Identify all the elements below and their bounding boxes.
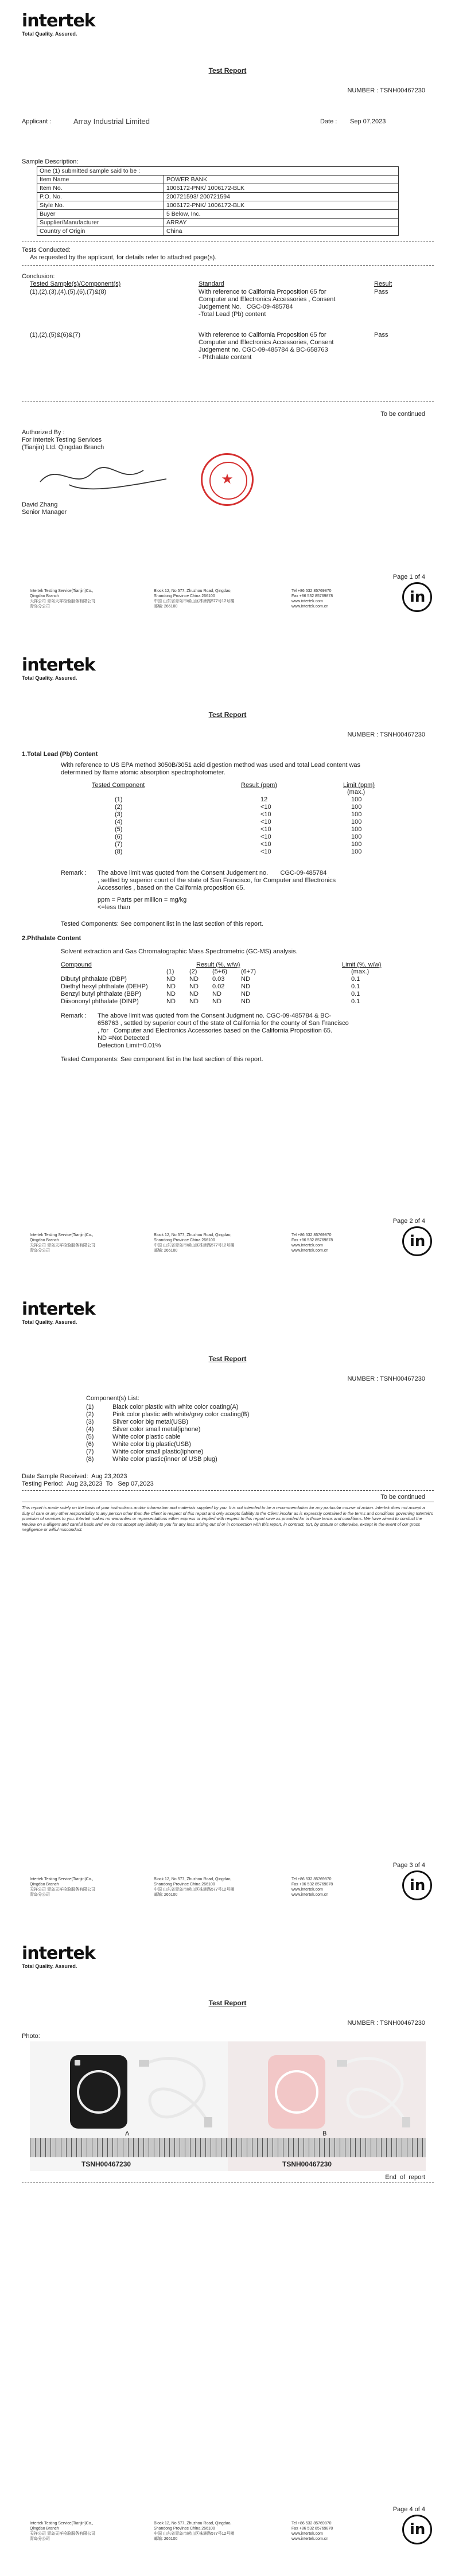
conclusion-label: Conclusion: [22,273,55,280]
white-cable [133,2047,219,2133]
conclusion-col-tested: Tested Sample(s)/Component(s) [30,280,121,287]
footer-company: Intertek Testing Service(Tianjin)Co., Qingdao Branch 天祥公司 青岛天祥检验服务有限公司 青岛分公司 [30,589,95,609]
list-item: White color plastic(inner of USB plug) [112,1456,217,1463]
table-cell: ND [166,991,176,997]
conclusion-col-result: Result [374,280,392,287]
table-cell: <10 [260,848,271,855]
lead-component-column [115,796,122,856]
table-row [37,184,399,193]
page-number: Page 2 of 4 [392,1218,425,1225]
table-cell: POWER BANK [164,176,399,184]
lead-intro: With reference to US EPA method 3050B/3051 acid digestion method was used and total Lead content was determined by flame atomic absorption spectrophotometer. [61,762,361,776]
sample-info-table [37,166,399,236]
list-item: (1) [86,1404,94,1410]
authorized-by: Authorized By : For Intertek Testing Services (Tianjin) Ltd. Qingdao Branch [22,429,104,451]
report-number: NUMBER : TSNH00467230 [347,731,425,738]
table-cell: 200721593/ 200721594 [164,193,399,201]
table-cell: Style No. [37,201,164,210]
table-cell: (1) [115,796,123,803]
table-cell: ND [166,976,176,983]
tests-conducted-note: As requested by the applicant, for details refer to attached page(s). [30,254,217,261]
report-number: NUMBER : TSNH00467230 [347,1375,425,1382]
table-cell: ND [189,998,199,1005]
intertek-in-icon: in [402,1226,432,1256]
compound-name: Diisononyl phthalate (DINP) [61,998,139,1005]
table-cell: P.O. No. [37,193,164,201]
list-item: (3) [86,1418,94,1425]
table-cell: 0.03 [212,976,225,983]
black-power-bank [70,2055,127,2129]
table-cell: (7) [115,841,123,848]
signature [34,456,172,496]
table-cell: ND [241,998,250,1005]
continued-note: To be continued [380,411,425,418]
intertek-logo [22,1945,95,1969]
table-cell: China [164,227,399,236]
phthalate-col-limit: Limit (%, w/w) [342,961,382,968]
table-cell: (2) [115,804,123,810]
table-cell: 0.1 [351,998,360,1005]
table-cell: (3) [115,811,123,818]
table-cell: (max.) [351,968,370,975]
footer-contact: Tel +86 532 85769870 Fax +86 532 85769878 www.intertek.com www.intertek.com.cn [291,589,333,609]
table-cell: (2) [189,968,197,975]
intertek-logo [22,657,95,681]
divider [22,1490,434,1491]
intertek-in-icon: in [402,1870,432,1900]
applicant-label: Applicant : [22,118,52,125]
table-cell: 100 [351,811,362,818]
table-cell: One (1) submitted sample said to be : [37,167,399,176]
logo-wordmark: intertek [22,11,95,31]
lead-col-component: Tested Component [92,782,145,789]
date-label: Date : [320,118,337,125]
remark-label: Remark : [61,1012,87,1019]
table-cell: <10 [260,841,271,848]
logo-tagline: Total Quality. Assured. [22,1963,77,1969]
table-cell: ND [212,991,221,997]
page-footer [22,1225,434,1259]
list-item: (5) [86,1433,94,1440]
table-cell: (5+6) [212,968,227,975]
table-cell: 0.1 [351,983,360,990]
pink-power-bank [268,2055,325,2129]
table-cell: (4) [115,819,123,825]
table-cell: 1006172-PNK/ 1006172-BLK [164,201,399,210]
section-title-phthalate: 2.Phthalate Content [22,935,81,942]
report-title: Test Report [208,67,247,75]
table-cell: ND [166,998,176,1005]
list-item: White color big plastic(USB) [112,1441,191,1448]
list-item: Silver color small metal(iphone) [112,1426,201,1433]
report-number: NUMBER : TSNH00467230 [347,2020,425,2026]
sample-code-b: TSNH00467230 [282,2160,332,2168]
list-item: (6) [86,1441,94,1448]
continued-note: To be continued [380,1494,425,1501]
table-row [37,201,399,210]
phthalate-remark: The above limit was quoted from the Consent Judgment no. CGC-09-485784 & BC- 658763 , settled by superior court of the state of California for the county of San Francisco , for Computer and Electronics Accessories based on the California Proposition 65. ND =Not Detected Detection Limit=0.01% [98,1012,349,1049]
logo-tagline: Total Quality. Assured. [22,675,77,681]
divider [22,265,434,266]
table-cell: 100 [351,841,362,848]
testing-period: Testing Period: Aug 23,2023 To Sep 07,2023 [22,1480,154,1487]
report-title: Test Report [208,711,247,719]
photo-label-a: A [125,2130,130,2137]
sample-code-a: TSNH00467230 [81,2160,131,2168]
disclaimer-text: This report is made solely on the basis of your instructions and/or information and materials supplied by you. It is not intended to be a recommendation for any particular course of action. Intertek does not accept a duty of care or any other responsibility to any person other than the Client in respect of this report and only accepts liability to the Client insofar as is expressly contained in the terms and conditions governing Intertek's provision of services to you. Intertek makes no warranties or representations either express or implied with respect to this report save as provided for in those terms and conditions. We have aimed to conduct the Review on a diligent and careful basis and we do not accept any liability to you for any loss arising out of or in connection with this report, in contract, tort, by statute or otherwise, except in the event of our gross negligence or wilful misconduct. [22,1505,433,1532]
logo-wordmark: intertek [22,655,95,675]
logo-tagline: Total Quality. Assured. [22,1319,77,1325]
tests-conducted-label: Tests Conducted: [22,247,71,254]
applicant-value: Array Industrial Limited [73,117,150,126]
table-row [37,210,399,219]
white-cable [331,2047,417,2133]
table-cell: ND [212,998,221,1005]
intertek-in-icon: in [402,582,432,612]
list-item: (8) [86,1456,94,1463]
report-title: Test Report [208,1355,247,1363]
photo-label: Photo: [22,2033,40,2040]
report-page-2 [0,644,455,1287]
component-desc-column [112,1404,249,1463]
table-cell: ARRAY [164,219,399,227]
table-cell: 1006172-PNK/ 1006172-BLK [164,184,399,193]
table-cell: Item Name [37,176,164,184]
table-cell: ND [241,983,250,990]
conclusion-sample: (1),(2),(3),(4),(5),(6),(7)&(8) [30,289,107,295]
table-cell: Item No. [37,184,164,193]
page-number: Page 4 of 4 [392,2506,425,2513]
report-number: NUMBER : TSNH00467230 [347,87,425,94]
table-cell: 0.1 [351,991,360,997]
table-cell: (8) [115,848,123,855]
report-page-4 [0,1932,455,2575]
lead-col-result: Result (ppm) [241,782,277,789]
section-title-lead: 1.Total Lead (Pb) Content [22,751,98,758]
footer-address: Block 12, No.577, Zhuzhou Road, Qingdao, Shandong Province China 266100 中国 山东省青岛市崂山区株洲路577号12号楼 邮编: 266100 [154,1877,235,1897]
compound-name: Diethyl hexyl phthalate (DEHP) [61,983,148,990]
page-number: Page 1 of 4 [392,574,425,580]
table-cell: <10 [260,804,271,810]
list-item: Black color plastic with white color coating(A) [112,1404,239,1410]
remark-units: ppm = Parts per million = mg/kg <=less than [98,897,187,911]
table-cell: Buyer [37,210,164,219]
sample-photo [30,2041,426,2171]
table-cell: (6) [115,833,123,840]
table-cell: (6+7) [241,968,256,975]
table-cell: 100 [351,826,362,833]
phthalate-intro: Solvent extraction and Gas Chromatographic Mass Spectrometric (GC-MS) analysis. [61,948,298,955]
report-page-3 [0,1288,455,1931]
table-row [37,193,399,201]
table-row [37,219,399,227]
table-row [37,176,399,184]
page-footer [22,2513,434,2547]
company-seal: ★ [201,453,254,506]
compound-name: Benzyl butyl phthalate (BBP) [61,991,142,997]
table-row [37,167,399,176]
tested-components-note: Tested Components: See component list in the last section of this report. [61,921,263,927]
footer-address: Block 12, No.577, Zhuzhou Road, Qingdao, Shandong Province China 266100 中国 山东省青岛市崂山区株洲路577号12号楼 邮编: 266100 [154,2522,235,2541]
table-cell: 0.02 [212,983,225,990]
footer-contact: Tel +86 532 85769870 Fax +86 532 85769878 www.intertek.com www.intertek.com.cn [291,2522,333,2541]
footer-company: Intertek Testing Service(Tianjin)Co., Qingdao Branch 天祥公司 青岛天祥检验服务有限公司 青岛分公司 [30,1877,95,1897]
remark-label: Remark : [61,870,87,876]
table-cell: (5) [115,826,123,833]
compound-name: Dibutyl phthalate (DBP) [61,976,127,983]
table-cell: 12 [260,796,268,803]
conclusion-col-standard: Standard [199,280,224,287]
sample-description-label: Sample Description: [22,158,79,165]
table-cell: Supplier/Manufacturer [37,219,164,227]
conclusion-standard: With reference to California Proposition 65 for Computer and Electronics Accessories, Consent Judgement no. CGC-09-485784 & BC-658763 - Phthalate content [199,332,334,361]
table-cell: (1) [166,968,174,975]
footer-address: Block 12, No.577, Zhuzhou Road, Qingdao, Shandong Province China 266100 中国 山东省青岛市崂山区株洲路577号12号楼 邮编: 266100 [154,589,235,609]
table-cell: 100 [351,819,362,825]
table-cell: ND [166,983,176,990]
footer-company: Intertek Testing Service(Tianjin)Co., Qingdao Branch 天祥公司 青岛天祥检验服务有限公司 青岛分公司 [30,1233,95,1253]
table-cell: 100 [351,796,362,803]
list-item: (7) [86,1448,94,1455]
end-of-report: End of report [385,2174,425,2181]
table-cell: <10 [260,811,271,818]
page-footer [22,580,434,615]
lead-col-limit: Limit (ppm) [343,782,375,789]
page-number: Page 3 of 4 [392,1862,425,1869]
date-value: Sep 07,2023 [350,118,386,125]
page-footer [22,1869,434,1903]
lead-result-column [260,796,271,856]
table-cell: ND [189,991,199,997]
footer-contact: Tel +86 532 85769870 Fax +86 532 85769878 www.intertek.com www.intertek.com.cn [291,1877,333,1897]
table-row [37,227,399,236]
remark-text: The above limit was quoted from the Consent Judgement no. CGC-09-485784 , settled by superior court of the state of San Francisco, for Computer and Electronics Accessories , based on the California proposition 65. [98,870,336,891]
table-cell: ND [241,976,250,983]
table-cell: <10 [260,819,271,825]
intertek-logo [22,13,95,37]
list-item: White color plastic cable [112,1433,181,1440]
table-cell: <10 [260,826,271,833]
conclusion-result: Pass [374,332,388,338]
component-number-column [86,1404,94,1463]
table-cell: 100 [351,848,362,855]
list-item: (4) [86,1426,94,1433]
logo-tagline: Total Quality. Assured. [22,31,77,37]
table-cell: 0.1 [351,976,360,983]
tested-components-note: Tested Components: See component list in the last section of this report. [61,1056,263,1063]
list-item: (2) [86,1411,94,1418]
table-cell: ND [241,991,250,997]
footer-company: Intertek Testing Service(Tianjin)Co., Qingdao Branch 天祥公司 青岛天祥检验服务有限公司 青岛分公司 [30,2522,95,2541]
table-cell: <10 [260,833,271,840]
footer-contact: Tel +86 532 85769870 Fax +86 532 85769878 www.intertek.com www.intertek.com.cn [291,1233,333,1253]
lead-limit-column [351,796,361,856]
table-cell: 5 Below, Inc. [164,210,399,219]
component-list-title: Component(s) List: [86,1395,139,1402]
report-title: Test Report [208,1999,247,2007]
table-cell: 100 [351,833,362,840]
logo-wordmark: intertek [22,1299,95,1319]
list-item: Pink color plastic with white/grey color coating(B) [112,1411,250,1418]
intertek-logo [22,1301,95,1325]
list-item: White color small plastic(iphone) [112,1448,204,1455]
lead-col-limit-sub: (max.) [347,789,365,796]
signer-name: David Zhang Senior Manager [22,501,67,516]
logo-wordmark: intertek [22,1943,95,1963]
conclusion-standard: With reference to California Proposition 65 for Computer and Electronics Accessories , Consent Judgement No. CGC-09-485784 -Total Lead (Pb) content [199,289,336,318]
table-cell: ND [189,976,199,983]
list-item: Silver color big metal(USB) [112,1418,189,1425]
phthalate-col-compound: Compound [61,961,92,968]
date-received: Date Sample Received: Aug 23,2023 [22,1473,127,1480]
photo-label-b: B [322,2130,327,2137]
table-cell: ND [189,983,199,990]
conclusion-result: Pass [374,289,388,295]
table-cell: 100 [351,804,362,810]
table-cell: Country of Origin [37,227,164,236]
intertek-in-icon: in [402,2515,432,2544]
report-page-1 [0,0,455,642]
measuring-ruler [30,2138,426,2157]
conclusion-sample: (1),(2),(5)&(6)&(7) [30,332,81,338]
footer-address: Block 12, No.577, Zhuzhou Road, Qingdao, Shandong Province China 266100 中国 山东省青岛市崂山区株洲路577号12号楼 邮编: 266100 [154,1233,235,1253]
phthalate-col-result: Result (%, w/w) [196,961,240,968]
